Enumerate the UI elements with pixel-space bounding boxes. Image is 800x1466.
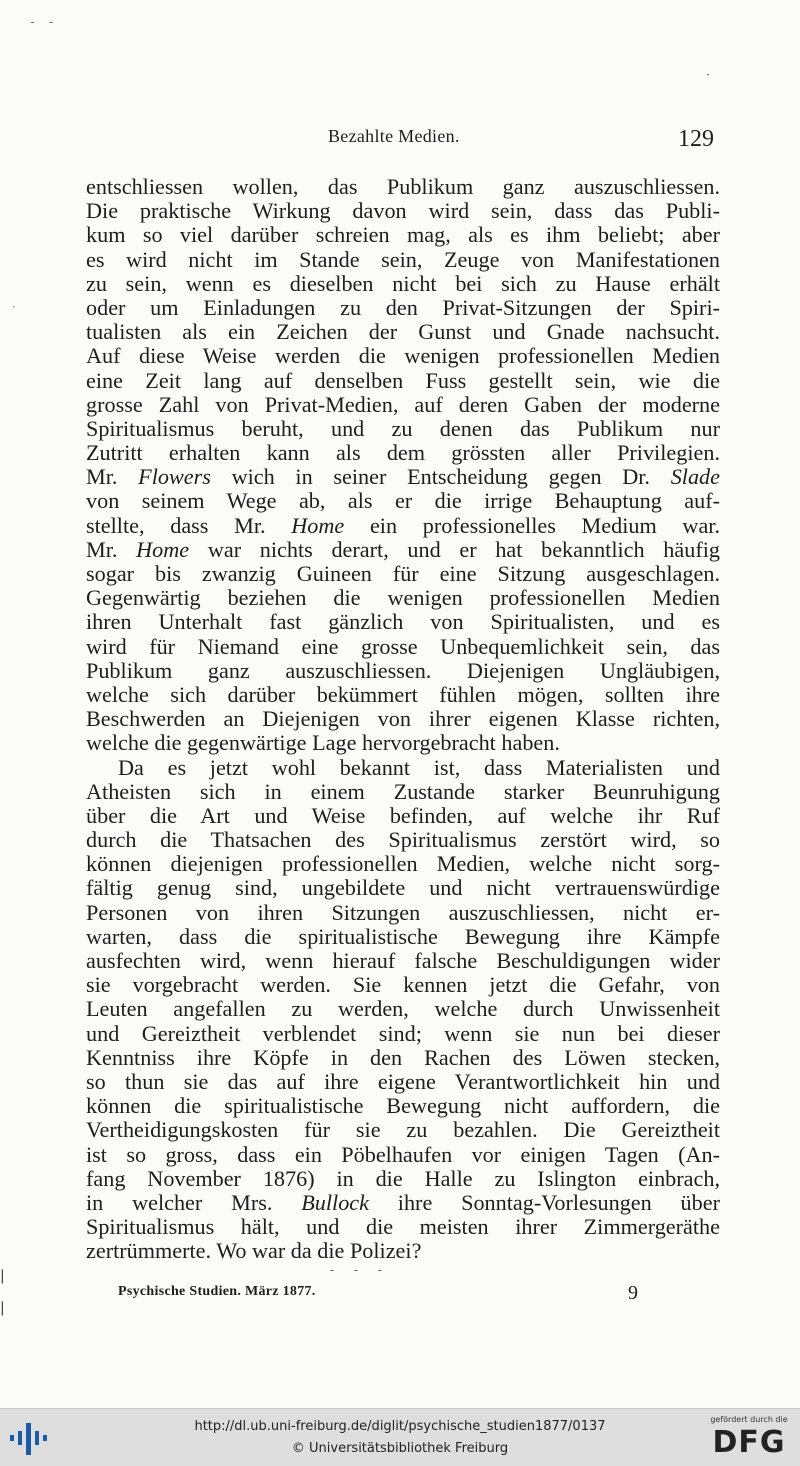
text-line: [86, 489, 720, 513]
text-line: [86, 610, 720, 634]
text-segment: Spiritualismus beruht, und zu denen das Publikum nur: [86, 415, 720, 441]
text-line: [86, 925, 720, 949]
text-line: [86, 997, 720, 1021]
dfg-logo[interactable]: [704, 1415, 794, 1463]
text-line: [86, 949, 720, 973]
text-line: [86, 1191, 720, 1215]
funding-note: gefördert durch die: [710, 1415, 788, 1424]
text-segment: wird für Niemand eine grosse Unbequemlichkeit sein, das: [86, 633, 720, 659]
text-line: [86, 901, 720, 925]
viewer-footer-bar: [0, 1408, 800, 1466]
text-segment: Kenntniss ihre Köpfe in den Rachen des Löwen stecken,: [86, 1044, 720, 1070]
scan-edge-mark: |: [0, 1300, 5, 1316]
text-line: [86, 175, 720, 199]
text-segment: in welcher Mrs.: [86, 1189, 302, 1215]
text-line: [86, 272, 720, 296]
text-segment: Auf diese Weise werden die wenigen professionellen Medien: [86, 343, 720, 369]
text-segment: tualisten als ein Zeichen der Gunst und Gnade nachsucht.: [86, 319, 720, 345]
copyright-notice: © Universitätsbibliothek Freiburg: [291, 1441, 509, 1456]
text-segment: welche sich darüber bekümmert fühlen mögen, sollten ihre: [86, 681, 720, 707]
text-segment: war nichts derart, und er hat bekanntlich häufig: [189, 536, 720, 562]
text-segment: ausfechten wird, wenn hierauf falsche Beschuldigungen wider: [86, 948, 720, 973]
text-segment: Vertheidigungskosten für sie zu bezahlen. Die Gereiztheit: [86, 1117, 720, 1143]
text-line: [86, 296, 720, 320]
document-url-link[interactable]: http://dl.ub.uni-freiburg.de/diglit/psychische_studien1877/0137: [194, 1419, 606, 1434]
text-segment: fältig genug sind, ungebildete und nicht vertrauenswürdige: [86, 875, 720, 901]
text-segment: Zutritt erhalten kann als dem grössten aller Privilegien.: [86, 440, 720, 466]
text-segment: so thun sie das auf ihre eigene Verantwortlichkeit hin und: [86, 1068, 720, 1094]
text-segment: Beschwerden an Diejenigen von ihrer eigenen Klasse richten,: [86, 706, 720, 732]
text-segment: ihren Unterhalt fast gänzlich von Spiritualisten, und es: [86, 609, 720, 635]
text-segment: Die praktische Wirkung davon wird sein, dass das Publi-: [86, 198, 720, 224]
end-rule: - - -: [330, 1263, 390, 1277]
text-line: [86, 1046, 720, 1070]
text-segment: Mr.: [86, 464, 139, 490]
text-segment: Personen von ihren Sitzungen auszuschliessen, nicht er-: [86, 899, 720, 925]
text-line: [86, 562, 720, 586]
emphasized-name: Home: [291, 512, 345, 538]
text-line: [86, 707, 720, 731]
text-segment: zu sein, wenn es dieselben nicht bei sich zu Hause erhält: [86, 270, 720, 296]
text-line: [86, 1167, 720, 1191]
text-line: [86, 199, 720, 223]
text-line: [86, 248, 720, 272]
text-line: [86, 1239, 720, 1263]
text-line: [86, 1094, 720, 1118]
emphasized-name: Flowers: [138, 464, 211, 490]
text-segment: Gegenwärtig beziehen die wenigen professionellen Medien: [86, 585, 720, 611]
text-segment: zertrümmerte. Wo war da die Polizei?: [86, 1238, 422, 1264]
text-segment: Publikum ganz auszuschliessen. Diejenigen Ungläubigen,: [86, 657, 720, 683]
text-line: [86, 1143, 720, 1167]
text-segment: durch die Thatsachen des Spiritualismus zerstört wird, so: [86, 827, 720, 853]
text-line: [86, 393, 720, 417]
text-line: [86, 683, 720, 707]
running-title: Bezahlte Medien.: [328, 126, 460, 146]
text-line: [86, 780, 720, 804]
text-segment: entschliessen wollen, das Publikum ganz auszuschliessen.: [86, 174, 720, 199]
text-line: [86, 369, 720, 393]
text-line: [86, 417, 720, 441]
body-text: [86, 175, 720, 1263]
text-segment: sie vorgebracht werden. Sie kennen jetzt die Gefahr, von: [86, 972, 720, 998]
text-line: [86, 973, 720, 997]
text-line: [86, 876, 720, 900]
text-line: [86, 320, 720, 344]
text-line: [86, 1022, 720, 1046]
text-segment: Spiritualismus hält, und die meisten ihrer Zimmergeräthe: [86, 1214, 720, 1240]
text-segment: über die Art und Weise befinden, auf welche ihr Ruf: [86, 802, 720, 828]
page-footer: [118, 1282, 648, 1306]
text-line: [86, 538, 720, 562]
text-line: [86, 852, 720, 876]
emphasized-name: Bullock: [301, 1189, 369, 1215]
text-segment: Leuten angefallen zu werden, welche durch Unwissenheit: [86, 996, 720, 1022]
text-segment: Da es jetzt wohl bekannt ist, dass Materialisten und: [118, 754, 720, 780]
text-line: [86, 1118, 720, 1142]
text-line: [86, 1070, 720, 1094]
text-segment: es wird nicht im Stande sein, Zeuge von Manifestationen: [86, 246, 720, 272]
text-segment: ist so gross, dass ein Pöbelhaufen vor einigen Tagen (An-: [86, 1141, 720, 1167]
text-segment: können diejenigen professionellen Medien, welche nicht sorg-: [86, 851, 720, 877]
text-segment: Mr.: [86, 536, 137, 562]
text-line: [86, 586, 720, 610]
scan-artifact-marks: --: [30, 14, 68, 30]
text-segment: fang November 1876) in die Halle zu Islington einbrach,: [86, 1165, 720, 1191]
text-segment: sogar bis zwanzig Guineen für eine Sitzung ausgeschlagen.: [86, 561, 720, 586]
text-line: [86, 804, 720, 828]
page-number: 129: [678, 126, 714, 152]
text-segment: grosse Zahl von Privat-Medien, auf deren Gaben der moderne: [86, 391, 720, 417]
text-segment: stellte, dass Mr.: [86, 512, 292, 538]
scan-artifact-dot: ·: [706, 68, 710, 82]
text-segment: ein professionelles Medium war.: [344, 512, 720, 538]
scan-edge-mark: |: [0, 1268, 5, 1284]
text-segment: welche die gegenwärtige Lage hervorgebracht haben.: [86, 730, 560, 756]
running-head: [86, 126, 720, 156]
text-line: [86, 344, 720, 368]
text-segment: von seinem Wege ab, als er die irrige Behauptung auf-: [86, 488, 720, 514]
text-segment: oder um Einladungen zu den Privat-Sitzungen der Spiri-: [86, 294, 720, 320]
text-line: [86, 731, 720, 755]
text-line: [86, 828, 720, 852]
text-line: [86, 1215, 720, 1239]
text-line: [86, 756, 720, 780]
text-segment: Atheisten sich in einem Zustande starker Beunruhigung: [86, 778, 720, 804]
text-line: [86, 514, 720, 538]
dfg-wordmark: DFG: [712, 1425, 786, 1460]
scan-artifact-dot: ·: [12, 300, 16, 314]
text-line: [86, 223, 720, 247]
text-segment: wich in seiner Entscheidung gegen Dr.: [210, 464, 671, 490]
text-segment: kum so viel darüber schreien mag, als es ihm beliebt; aber: [86, 222, 720, 248]
text-segment: können die spiritualistische Bewegung nicht auffordern, die: [86, 1093, 720, 1119]
text-segment: warten, dass die spiritualistische Bewegung ihre Kämpfe: [86, 923, 720, 949]
journal-reference: Psychische Studien. März 1877.: [118, 1284, 316, 1299]
emphasized-name: Slade: [670, 464, 720, 490]
text-segment: eine Zeit lang auf denselben Fuss gestellt sein, wie die: [86, 367, 720, 393]
text-segment: und Gereiztheit verblendet sind; wenn sie nun bei dieser: [86, 1020, 720, 1046]
signature-mark: 9: [628, 1282, 638, 1304]
text-line: [86, 441, 720, 465]
text-line: [86, 465, 720, 489]
text-line: [86, 659, 720, 683]
text-line: [86, 635, 720, 659]
emphasized-name: Home: [136, 536, 190, 562]
text-segment: ihre Sonntag-Vorlesungen über: [368, 1189, 720, 1215]
